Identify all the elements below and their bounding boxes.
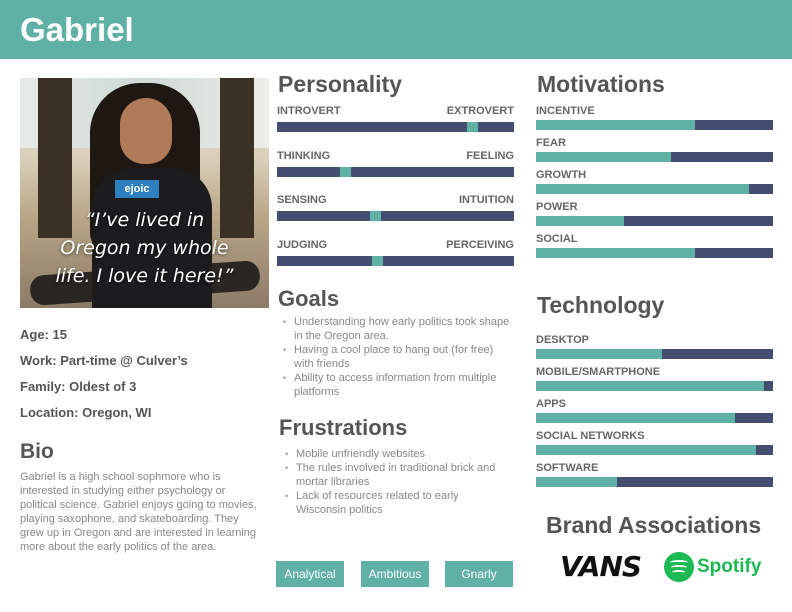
frustration-item: • The rules involved in traditional brick and mortar libraries (279, 461, 504, 489)
trait-right-label: INTUITION (459, 194, 514, 206)
photo-face (120, 98, 172, 164)
motivation-fill (536, 248, 695, 258)
motivation-bar (536, 248, 773, 258)
tag-analytical: Analytical (276, 561, 344, 587)
trait-left-label: SENSING (277, 194, 327, 206)
goals-title: Goals (278, 286, 340, 311)
persona-name: Gabriel (20, 11, 134, 48)
frustration-item: • Mobile unfriendly websites (279, 447, 504, 461)
goal-item: • Understanding how early politics took shape in the Oregon area. (277, 315, 512, 343)
motivation-fill (536, 120, 695, 130)
trait-bar (277, 256, 514, 266)
spotify-logo (664, 552, 761, 582)
personality-trait (277, 149, 514, 177)
fact-location: Location: Oregon, WI (20, 405, 152, 420)
motivation-label: POWER (536, 201, 578, 213)
technology-fill (536, 381, 764, 391)
motivation-bar (536, 120, 773, 130)
technology-fill (536, 445, 756, 455)
technology-label: MOBILE/SMARTPHONE (536, 366, 661, 378)
trait-left-label: INTROVERT (277, 105, 341, 117)
trait-left-label: THINKING (277, 150, 331, 162)
technology-bar (536, 413, 773, 423)
technology-row (536, 397, 773, 423)
fact-age: Age: 15 (20, 327, 67, 342)
technology-label: APPS (536, 398, 566, 410)
motivation-label: INCENTIVE (536, 105, 595, 117)
motivation-label: GROWTH (536, 169, 587, 181)
bio-text: Gabriel is a high school sophmore who is interested in studying either psychology or political science. Gabriel enjoys going to movies, playing saxophone, and skateboarding. They grew up in Oregon and are interested in learning more about the early politics of the area. (20, 471, 257, 553)
vans-logo: VANS (560, 550, 642, 583)
technology-label: DESKTOP (536, 334, 589, 346)
shirt-logo: ejoic (115, 180, 159, 198)
motivation-label: SOCIAL (536, 233, 578, 245)
trait-left-label: JUDGING (277, 239, 328, 251)
personality-title: Personality (278, 71, 402, 97)
technology-label: SOFTWARE (536, 462, 599, 474)
motivation-row (536, 232, 773, 258)
motivation-row (536, 136, 773, 162)
brand-associations-title: Brand Associations (546, 512, 762, 538)
trait-bar (277, 167, 514, 177)
technology-fill (536, 477, 617, 487)
motivation-bar (536, 152, 773, 162)
trait-bar (277, 122, 514, 132)
motivation-bar (536, 216, 773, 226)
motivation-label: FEAR (536, 137, 566, 149)
trait-marker (372, 256, 383, 266)
frustration-item: • Lack of resources related to early Wisconsin politics (279, 489, 504, 517)
goal-item: • Ability to access information from multiple platforms (277, 371, 512, 399)
header-banner (0, 0, 792, 59)
technology-fill (536, 349, 662, 359)
motivation-fill (536, 216, 624, 226)
technology-bar (536, 477, 773, 487)
technology-bar (536, 381, 773, 391)
technology-row (536, 333, 773, 359)
quote-line: life. I love it here!” (55, 265, 234, 287)
technology-row (536, 365, 773, 391)
personality-trait (277, 104, 514, 132)
goal-item: • Having a cool place to hang out (for free) with friends (277, 343, 512, 371)
trait-right-label: EXTROVERT (446, 105, 514, 117)
technology-row (536, 429, 773, 455)
fact-work: Work: Part-time @ Culver’s (20, 353, 188, 368)
personality-trait (277, 193, 514, 221)
trait-right-label: PERCEIVING (446, 239, 514, 251)
motivations-title: Motivations (537, 71, 665, 97)
technology-bar (536, 445, 773, 455)
motivation-fill (536, 184, 749, 194)
motivation-bar (536, 184, 773, 194)
motivation-fill (536, 152, 671, 162)
fact-family: Family: Oldest of 3 (20, 379, 137, 394)
motivation-row (536, 200, 773, 226)
persona-facts (20, 326, 270, 430)
goals-list (277, 315, 512, 399)
technology-label: SOCIAL NETWORKS (536, 430, 645, 442)
frustrations-title: Frustrations (279, 415, 408, 440)
motivation-row (536, 104, 773, 130)
trait-marker (370, 211, 381, 221)
frustrations-list (279, 447, 504, 517)
persona-quote (20, 206, 269, 290)
trait-marker (467, 122, 478, 132)
tag-gnarly: Gnarly (445, 561, 513, 587)
technology-title: Technology (537, 292, 665, 318)
quote-line: Oregon my whole (60, 237, 229, 259)
technology-bar (536, 349, 773, 359)
quote-line: “I’ve lived in (84, 209, 205, 231)
motivation-row (536, 168, 773, 194)
spotify-icon (664, 552, 694, 582)
trait-bar (277, 211, 514, 221)
personality-trait (277, 238, 514, 266)
persona-photo (20, 78, 269, 308)
spotify-wordmark: Spotify (697, 556, 762, 577)
technology-row (536, 461, 773, 487)
tag-ambitious: Ambitious (361, 561, 429, 587)
technology-fill (536, 413, 735, 423)
bio-title: Bio (20, 440, 54, 463)
trait-marker (340, 167, 351, 177)
trait-right-label: FEELING (466, 150, 514, 162)
